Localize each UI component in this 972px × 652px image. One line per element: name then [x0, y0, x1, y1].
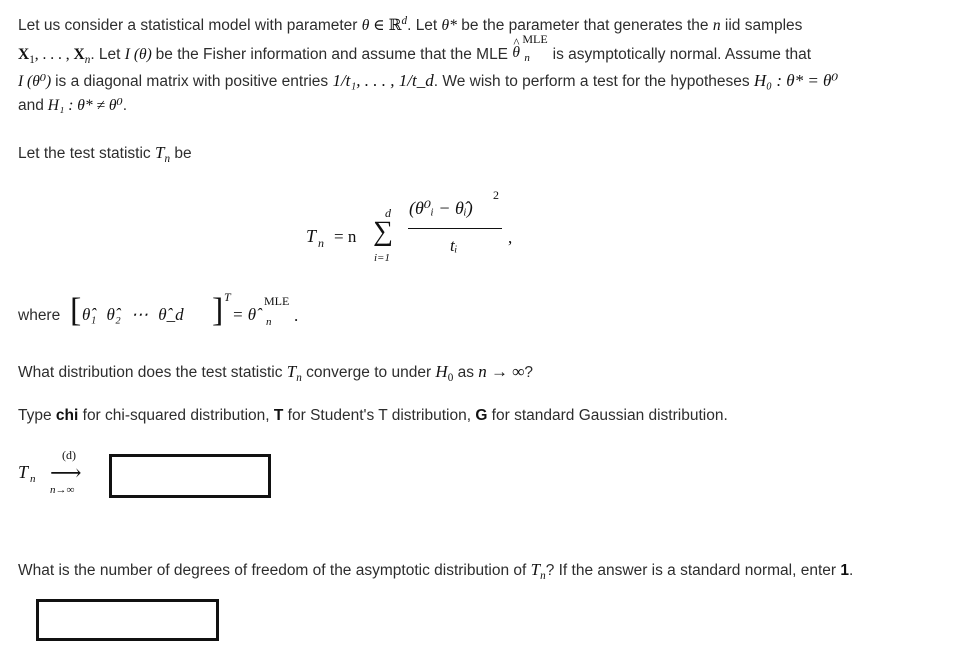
math-arg: (θ) [129, 46, 156, 63]
math-limit: n → ∞ [478, 362, 525, 381]
math-sub: n [164, 153, 171, 166]
question-1 [18, 362, 534, 385]
text: where [18, 307, 61, 324]
math-sup: MLE [264, 294, 290, 308]
bracket-right: ] [212, 292, 224, 329]
math-T: T [18, 462, 29, 482]
math-in: ∈ [369, 17, 389, 34]
text: Let the test statistic [18, 145, 151, 162]
math-reals: ℝ [388, 17, 402, 34]
text: for chi-squared distribution, [78, 407, 274, 424]
math-entries: 1/t₁, . . . , 1/t_d [328, 71, 434, 90]
math-dots: , . . . , [34, 46, 74, 63]
text: is a diagonal matrix with positive entries [55, 73, 329, 90]
math-sup: MLE [522, 32, 548, 46]
text: iid samples [720, 17, 803, 34]
math-n: n [712, 17, 721, 34]
math-T: T [286, 362, 297, 381]
math-square: 2 [493, 188, 499, 202]
distribution-answer-input[interactable] [109, 454, 271, 498]
text: Let us consider a statistical model with parameter [18, 17, 358, 34]
keyword-chi: chi [55, 407, 79, 424]
math-sub: n [540, 570, 546, 583]
math-fisher-I: I [18, 73, 24, 90]
text: converge to under [306, 364, 432, 381]
text: . We wish to perform a test for the hypotheses [433, 73, 750, 90]
math-sub: n [84, 54, 91, 67]
math-h1: H₁ : θ* ≠ θ⁰ [43, 97, 123, 114]
convergence-notation [18, 446, 108, 502]
text: ? If the answer is a standard normal, enter [545, 562, 841, 579]
intro-line-3 [18, 71, 838, 91]
intro-line-4 [18, 96, 127, 115]
math-sub: n [266, 316, 272, 328]
bracket-left: [ [70, 292, 82, 329]
text: . [122, 97, 128, 114]
math-fisher-I: I [124, 46, 130, 63]
math-sub: n [296, 372, 302, 385]
text: be the Fisher information and assume that the MLE [155, 46, 509, 63]
math-sub: 1 [29, 54, 35, 67]
math-period: . [294, 306, 299, 325]
math-sum-top: d [385, 206, 391, 220]
keyword-t: T [273, 407, 284, 424]
math-sum-bottom: i=1 [374, 252, 390, 264]
text: . [848, 562, 854, 579]
keyword-one: 1 [840, 562, 849, 579]
math-theta-star: θ* [441, 17, 457, 34]
question-2 [18, 560, 854, 583]
text: for standard Gaussian distribution. [487, 407, 728, 424]
degrees-of-freedom-input[interactable] [36, 599, 219, 641]
text: . Let [407, 17, 442, 34]
math-comma: , [508, 228, 513, 247]
text: . Let [90, 46, 125, 63]
where-definition [18, 290, 338, 334]
math-h0: H₀ : θ* = θ⁰ [749, 71, 839, 90]
math-sum: ∑ [373, 216, 393, 247]
test-statistic-formula [306, 180, 526, 270]
math-mle-theta: ^ θ MLE n [512, 46, 548, 64]
math-eq: = n [334, 227, 357, 246]
math-sub: n [524, 52, 530, 64]
math-T: T [306, 226, 317, 246]
math-eq: = θ̂ [232, 305, 257, 324]
fraction-bar [408, 228, 502, 229]
math-d: d [401, 14, 408, 27]
intro-line-1 [18, 16, 802, 35]
text: ? [524, 364, 534, 381]
math-sub: 0 [447, 372, 454, 385]
math-numerator: (θ⁰ᵢ − θ̂ᵢ) [409, 198, 473, 218]
math-T: T [530, 560, 541, 579]
math-vector: θ̂₁ θ̂₂ ⋯ θ̂_d [82, 305, 184, 324]
math-in-distribution: (d) [62, 448, 76, 462]
math-transpose: T [224, 290, 231, 304]
text: be [174, 145, 192, 162]
arrow-icon: ⟶ [50, 460, 82, 485]
text: and [18, 97, 44, 114]
math-xn: X [73, 46, 85, 63]
text: for Student's T distribution, [283, 407, 476, 424]
text: What distribution does the test statistic [18, 364, 283, 381]
text: is asymptotically normal. Assume that [552, 46, 812, 63]
math-H: H [435, 362, 448, 381]
instructions [18, 407, 728, 425]
keyword-g: G [475, 407, 488, 424]
math-sub: n [318, 236, 324, 250]
math-denominator: tᵢ [450, 236, 458, 255]
math-sub: n [30, 473, 36, 485]
text: What is the number of degrees of freedom of the asymptotic distribution of [18, 562, 527, 579]
intro-line-2 [18, 32, 812, 67]
math-limit: n→∞ [50, 484, 75, 496]
math-arg: (θ⁰) [23, 73, 56, 90]
math-T: T [155, 143, 165, 162]
statistic-intro [18, 143, 192, 166]
text: Type [18, 407, 56, 424]
math-theta: θ [361, 17, 370, 34]
math-x1: X [18, 46, 30, 63]
text: as [457, 364, 474, 381]
text: be the parameter that generates the [456, 17, 713, 34]
